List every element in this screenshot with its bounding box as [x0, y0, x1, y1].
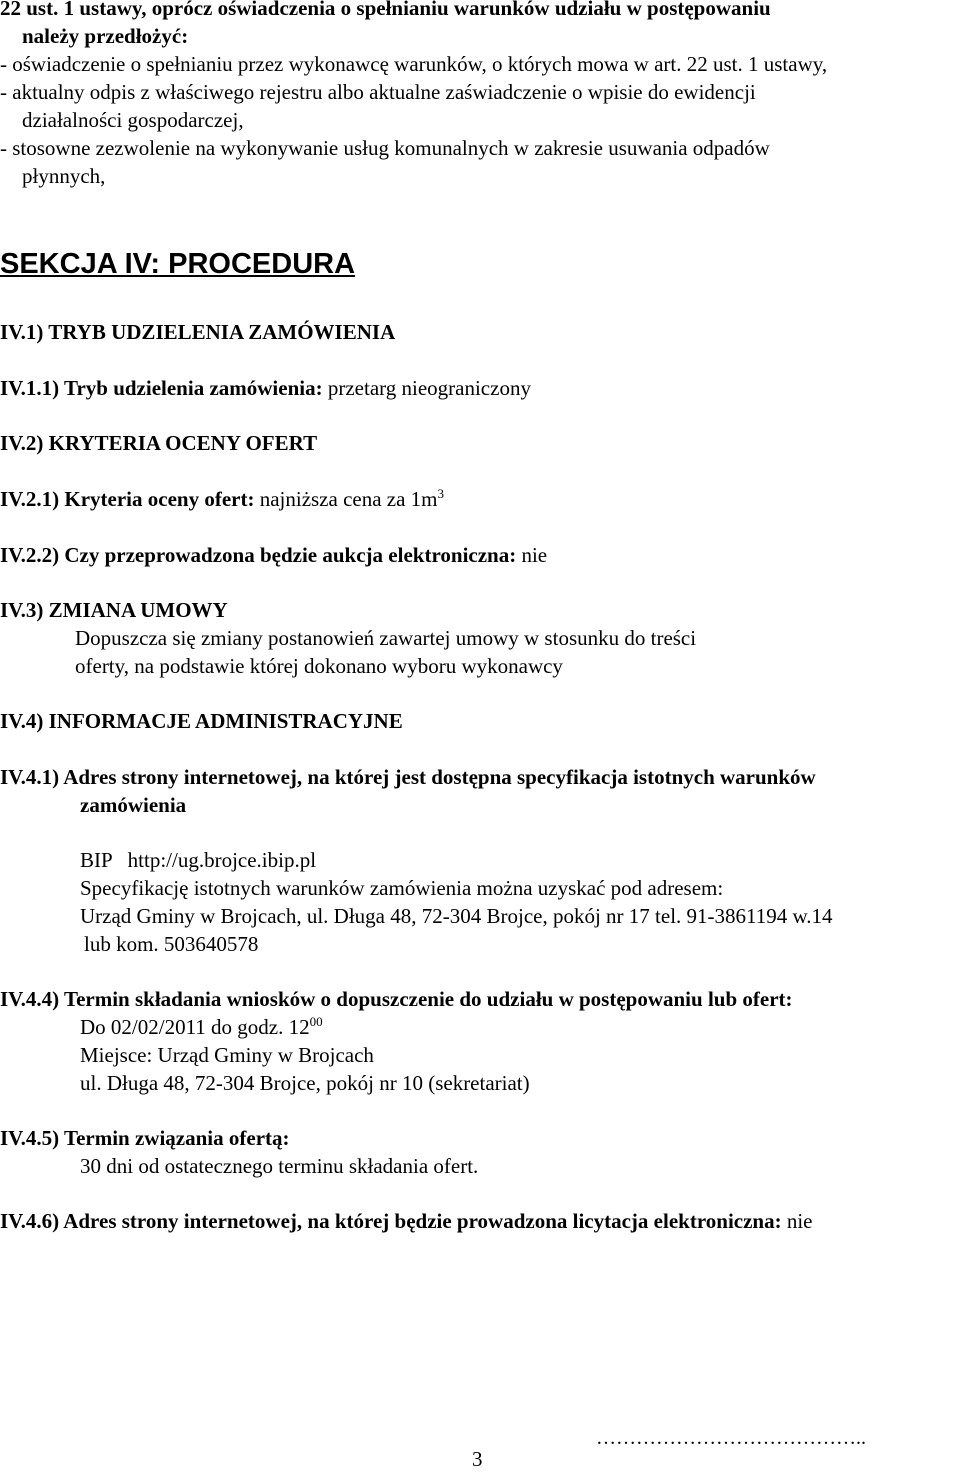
intro-item-2a: - aktualny odpis z właściwego rejestru albo aktualne zaświadczenie o wpisie do ewidencji	[0, 80, 756, 104]
iv22-row	[0, 541, 960, 569]
iv3-text-1: Dopuszcza się zmiany postanowień zawartej umowy w stosunku do treści	[75, 626, 697, 650]
section-title: SEKCJA IV: PROCEDURA	[0, 248, 356, 280]
intro-item-3a: - stosowne zezwolenie na wykonywanie usług komunalnych w zakresie usuwania odpadów	[0, 136, 770, 160]
iv11-row	[0, 374, 960, 402]
intro-item-1: - oświadczenie o spełnianiu przez wykonawcę warunków, o których mowa w art. 22 ust. 1 ustawy,	[0, 52, 828, 76]
iv21-row	[0, 485, 960, 513]
iv44-date-sup: 00	[309, 1014, 323, 1029]
iv22-label: IV.2.2) Czy przeprowadzona będzie aukcja elektroniczna:	[0, 543, 517, 567]
page-number: 3	[472, 1447, 483, 1471]
iv44-date: Do 02/02/2011 do godz. 12	[80, 1015, 310, 1039]
iv45-value: 30 dni od ostatecznego terminu składania ofert.	[80, 1154, 479, 1178]
iv41-label-b: zamówienia	[80, 793, 187, 817]
iv3-heading: IV.3) ZMIANA UMOWY	[0, 598, 228, 622]
iv21-value: najniższa cena za 1m	[259, 487, 438, 511]
iv41-phone: lub kom. 503640578	[84, 932, 259, 956]
iv44-date-row	[0, 1013, 960, 1041]
iv46-label: IV.4.6) Adres strony internetowej, na której będzie prowadzona licytacja elektroniczna:	[0, 1209, 782, 1233]
iv1-heading: IV.1) TRYB UDZIELENIA ZAMÓWIENIA	[0, 320, 396, 344]
iv45-label: IV.4.5) Termin związania ofertą:	[0, 1126, 290, 1150]
iv44-place: Miejsce: Urząd Gminy w Brojcach	[80, 1043, 374, 1067]
iv46-row	[0, 1207, 960, 1235]
iv11-label: IV.1.1) Tryb udzielenia zamówienia:	[0, 376, 323, 400]
iv44-label: IV.4.4) Termin składania wniosków o dopuszczenie do udziału w postępowaniu lub ofert:	[0, 987, 793, 1011]
iv21-sup: 3	[437, 486, 445, 501]
intro-line-1: 22 ust. 1 ustawy, oprócz oświadczenia o spełnianiu warunków udziału w postępowaniu	[0, 0, 771, 20]
iv22-value: nie	[521, 543, 548, 567]
iv21-label: IV.2.1) Kryteria oceny ofert:	[0, 487, 255, 511]
iv2-heading: IV.2) KRYTERIA OCENY OFERT	[0, 431, 318, 455]
iv41-label-a: IV.4.1) Adres strony internetowej, na której jest dostępna specyfikacja istotnych warunków	[0, 765, 816, 789]
intro-item-3b: płynnych,	[22, 164, 106, 188]
iv41-address: Urząd Gminy w Brojcach, ul. Długa 48, 72-304 Brojce, pokój nr 17 tel. 91-3861194 w.14	[80, 904, 833, 928]
iv4-heading: IV.4) INFORMACJE ADMINISTRACYJNE	[0, 709, 403, 733]
iv41-bip: BIP http://ug.brojce.ibip.pl	[80, 848, 317, 872]
iv46-value: nie	[786, 1209, 813, 1233]
intro-item-2b: działalności gospodarczej,	[22, 108, 244, 132]
iv3-text-2: oferty, na podstawie której dokonano wyboru wykonawcy	[75, 654, 563, 678]
iv11-value: przetarg nieograniczony	[327, 376, 531, 400]
signature-dots: …………………………………..	[596, 1427, 866, 1449]
iv41-spec: Specyfikację istotnych warunków zamówienia można uzyskać pod adresem:	[80, 876, 724, 900]
intro-line-2: należy przedłożyć:	[22, 24, 189, 48]
iv44-address: ul. Długa 48, 72-304 Brojce, pokój nr 10 (sekretariat)	[80, 1071, 530, 1095]
